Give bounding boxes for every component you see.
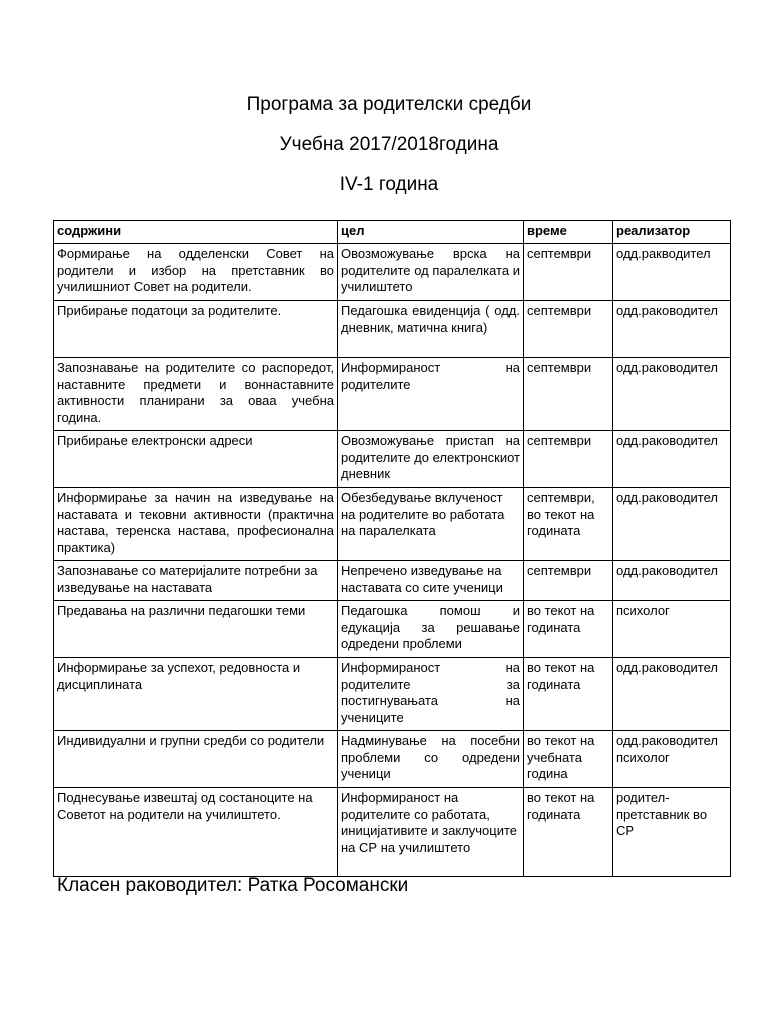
- cell-content: Индивидуални и групни средби со родители: [54, 731, 338, 788]
- school-year: Учебна 2017/2018година: [279, 134, 499, 155]
- table-row: [54, 358, 731, 431]
- cell-time: септември: [524, 431, 613, 488]
- cell-realizer: одд.раководител: [613, 658, 731, 731]
- header-content: содржини: [54, 221, 338, 244]
- table-row: [54, 788, 731, 877]
- cell-realizer: одд.раководител: [613, 488, 731, 561]
- cell-time: септември: [524, 358, 613, 431]
- cell-content: Информирање за успехот, редовноста и дисциплината: [54, 658, 338, 731]
- cell-goal: Овозможување пристап на родителите до електронскиот дневник: [338, 431, 524, 488]
- cell-goal: Информираност на родителите со работата, иницијативите и заклучоците на СР на училиштето: [338, 788, 524, 877]
- table-row: [54, 431, 731, 488]
- cell-goal: Обезбедување вклученост на родителите во работата на паралелката: [338, 488, 524, 561]
- cell-goal: Педагошка помош и едукација за решавање одредени проблеми: [338, 601, 524, 658]
- cell-realizer: одд.ракводител: [613, 244, 731, 301]
- cell-goal: Информираност на родителите за постигнувањата на учениците: [338, 658, 524, 731]
- cell-time: септември: [524, 301, 613, 358]
- cell-realizer: одд.раководител: [613, 358, 731, 431]
- table-row: [54, 731, 731, 788]
- cell-time: во текот на годината: [524, 788, 613, 877]
- cell-goal: Педагошка евиденција ( одд. дневник, матична книга): [338, 301, 524, 358]
- table-row: [54, 488, 731, 561]
- table-row: [54, 244, 731, 301]
- cell-time: септември, во текот на годината: [524, 488, 613, 561]
- cell-content: Прибирање електронски адреси: [54, 431, 338, 488]
- cell-time: септември: [524, 561, 613, 601]
- cell-content: Запознавање на родителите со распоредот, наставните предмети и воннаставните активности планирани за оваа учебна година.: [54, 358, 338, 431]
- meetings-table: [53, 220, 731, 877]
- table-row: [54, 658, 731, 731]
- cell-realizer: одд.раководител: [613, 301, 731, 358]
- document-title: Програма за родителски средби: [246, 94, 532, 115]
- cell-content: Информирање за начин на изведување на наставата и тековни активности (практична настава, теренска настава, професионална практика): [54, 488, 338, 561]
- cell-goal: Надминување на посебни проблеми со одредени ученици: [338, 731, 524, 788]
- cell-goal: Непречено изведување на наставата со сите ученици: [338, 561, 524, 601]
- cell-content: Формирање на одделенски Совет на родители и избор на претставник во училишниот Совет на родители.: [54, 244, 338, 301]
- cell-content: Запознавање со материјалите потребни за изведување на наставата: [54, 561, 338, 601]
- cell-goal: Информираност на родителите: [338, 358, 524, 431]
- class-name: IV-1 година: [339, 174, 439, 195]
- cell-time: во текот на годината: [524, 601, 613, 658]
- cell-realizer: одд.раководител психолог: [613, 731, 731, 788]
- cell-realizer: одд.раководител: [613, 561, 731, 601]
- table-row: [54, 301, 731, 358]
- cell-content: Прибирање податоци за родителите.: [54, 301, 338, 358]
- class-teacher-signature-line: Класен раководител: Ратка Росомански: [57, 875, 409, 896]
- header-realizer: реализатор: [613, 221, 731, 244]
- header-goal: цел: [338, 221, 524, 244]
- cell-time: во текот на годината: [524, 658, 613, 731]
- cell-realizer: родител-претставник во СР: [613, 788, 731, 877]
- header-time: време: [524, 221, 613, 244]
- cell-realizer: одд.раководител: [613, 431, 731, 488]
- cell-realizer: психолог: [613, 601, 731, 658]
- cell-content: Предавања на различни педагошки теми: [54, 601, 338, 658]
- table-row: [54, 561, 731, 601]
- cell-time: во текот на учебната година: [524, 731, 613, 788]
- cell-goal: Овозможување врска на родителите од паралелката и училиштето: [338, 244, 524, 301]
- cell-content: Поднесување извештај од состаноците на Советот на родители на училиштето.: [54, 788, 338, 877]
- table-row: [54, 601, 731, 658]
- cell-time: септември: [524, 244, 613, 301]
- table-header-row: [54, 221, 731, 244]
